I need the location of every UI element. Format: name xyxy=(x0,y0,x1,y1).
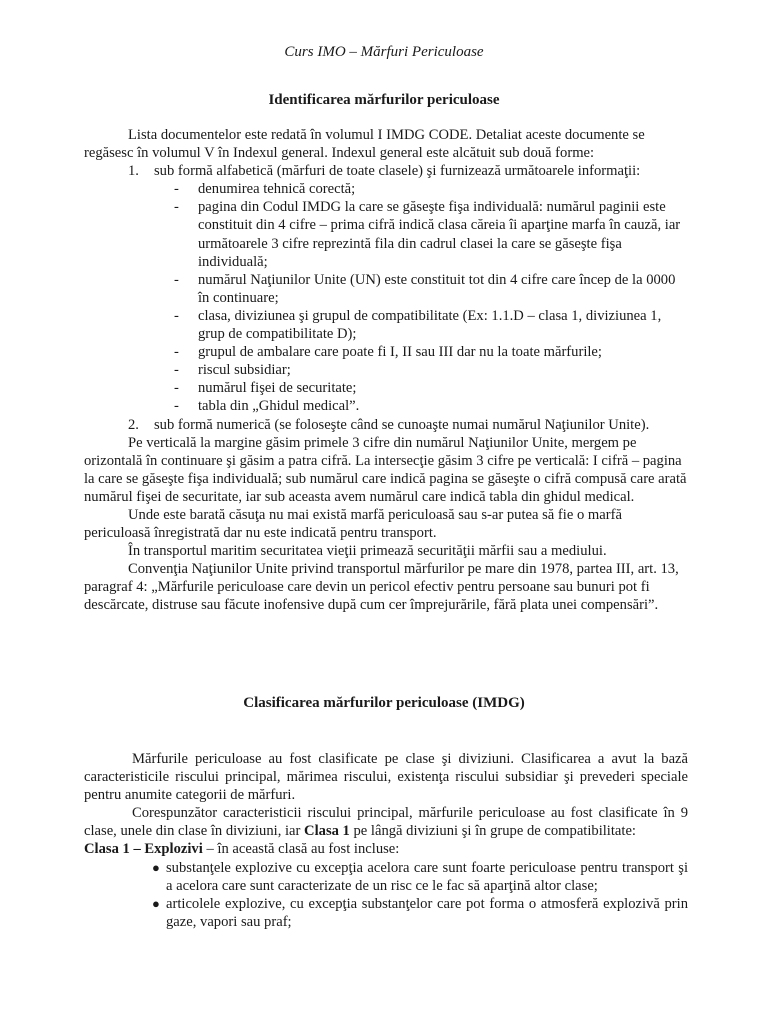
item-text: sub formă numerică (se foloseşte când se cunoaşte numai numărul Naţiunilor Unite). xyxy=(154,416,650,433)
numbered-item-1 xyxy=(84,162,688,180)
dash-marker: - xyxy=(174,380,179,397)
dash-marker: - xyxy=(174,362,179,379)
bullet-item xyxy=(84,895,688,931)
dash-marker: - xyxy=(174,181,179,198)
dash-item-text: pagina din Codul IMDG la care se găseşte fişa individuală: numărul paginii este constituit din 4 cifre – prima cifră indică clasa căreia îi aparţine marfa în cauză, iar următoarele 3 cifre reprezintă fila din cadrul clasei la care se găseşte fişa individuală; xyxy=(198,199,681,270)
para-text: Corespunzător caracteristicii riscului principal, mărfurile periculoase au fost clasificate în 9 clase, unele din clase în diviziuni, iar xyxy=(84,805,688,840)
paragraph-un-convention: Convenţia Naţiunilor Unite privind transportul mărfurilor pe mare din 1978, partea III, art. 13, paragraf 4: „Mărfurile periculoase care devin un pericol efectiv pentru persoane sau bunuri pot fi descărcate, distruse sau făcute inofensive după cum cer împrejurările, fără plata unei compensări”. xyxy=(84,561,679,614)
dash-marker: - xyxy=(174,199,179,216)
dash-item xyxy=(84,198,688,270)
dash-item-text: numărul fişei de securitate; xyxy=(198,380,357,397)
dash-item-text: riscul subsidiar; xyxy=(198,362,291,379)
dash-marker: - xyxy=(174,271,179,288)
dash-marker: - xyxy=(174,307,179,324)
dash-item-text: denumirea tehnică corectă; xyxy=(198,181,356,198)
paragraph-barred-cell: Unde este barată căsuţa nu mai există marfă periculoasă sau s-ar putea să fie o marfă periculoasă înregistrată dar nu este indicată pentru transport. xyxy=(84,506,622,542)
dash-marker: - xyxy=(174,344,179,361)
paragraph-classification-basis: Mărfurile periculoase au fost clasificate pe clase şi diviziuni. Clasificarea a avut la bază caracteristicile riscului principal, mărimea riscului, existenţa riscului subsidiar şi prevederi speciale pentru anumite categorii de mărfuri. xyxy=(84,751,688,804)
intro-paragraph: Lista documentelor este redată în volumul I IMDG CODE. Detaliat aceste documente se regăsesc în volumul V în Indexul general. Indexul general este alcătuit sub două forme: xyxy=(84,127,645,162)
item-number: 2. xyxy=(128,416,139,433)
dash-item-text: tabla din „Ghidul medical”. xyxy=(198,398,360,415)
numbered-item-2 xyxy=(84,416,688,434)
dash-item-text: grupul de ambalare care poate fi I, II sau III dar nu la toate mărfurile; xyxy=(198,344,602,361)
bullet-text: substanţele explozive cu excepţia acelora care sunt foarte periculoase pentru transport şi a acelora care sunt caracterizate de un risc ce le fac să aparţină altor clase; xyxy=(166,859,688,894)
item-number: 1. xyxy=(128,163,139,180)
item-text: sub formă alfabetică (mărfuri de toate clasele) şi furnizează următoarele informaţii: xyxy=(154,163,641,180)
bullet-icon: ● xyxy=(152,895,160,911)
section-classification xyxy=(84,750,688,931)
dash-item xyxy=(84,343,688,361)
section-title-identification: Identificarea mărfurilor periculoase xyxy=(268,92,500,108)
dash-item-text: numărul Naţiunilor Unite (UN) este constituit tot din 4 cifre care încep de la 0000 în continuare; xyxy=(198,271,676,306)
dash-item-text: clasa, diviziunea şi grupul de compatibilitate (Ex: 1.1.D – clasa 1, diviziunea 1, grup de compatibilitate D); xyxy=(198,307,662,343)
bullet-icon: ● xyxy=(152,859,160,875)
class1-bold: Clasa 1 xyxy=(304,823,350,840)
paragraph-vertical-lookup: Pe verticală la margine găsim primele 3 cifre din numărul Naţiunilor Unite, mergem pe orizontală în continuare şi găsim a patra cifră. La intersecţie găsim 3 cifre pe verticală: I cifră – pagina la care se găseşte fişa individuală; sub numărul care indică pagina se găseşte o cifră compusă care arată numărul fişei de securitate, iar sub aceasta avem numărul care indică tabla din ghidul medical. xyxy=(84,434,687,505)
paragraph-nine-classes xyxy=(84,804,688,840)
class1-heading xyxy=(84,840,688,858)
bullet-text: articolele explozive, cu excepţia substanţelor care pot forma o atmosferă explozivă prin gaze, vapori sau praf; xyxy=(166,895,688,930)
dash-item xyxy=(84,271,688,307)
dash-item xyxy=(84,397,688,415)
dash-marker: - xyxy=(174,398,179,415)
bullet-item xyxy=(84,859,688,895)
section-title-classification: Clasificarea mărfurilor periculoase (IMDG) xyxy=(243,695,525,711)
section-identification xyxy=(84,126,688,615)
paragraph-safety-priority: În transportul maritim securitatea vieţii primează securităţii mărfii sau a mediului. xyxy=(128,543,607,560)
dash-item xyxy=(84,307,688,343)
dash-item xyxy=(84,361,688,379)
dash-item xyxy=(84,379,688,397)
class1-label: Clasa 1 – Explozivi xyxy=(84,841,203,858)
dash-item xyxy=(84,180,688,198)
class1-rest: – în această clasă au fost incluse: xyxy=(202,841,400,858)
para-text: pe lângă diviziuni şi în grupe de compatibilitate: xyxy=(349,823,636,840)
running-header: Curs IMO – Mărfuri Periculoase xyxy=(284,44,484,60)
